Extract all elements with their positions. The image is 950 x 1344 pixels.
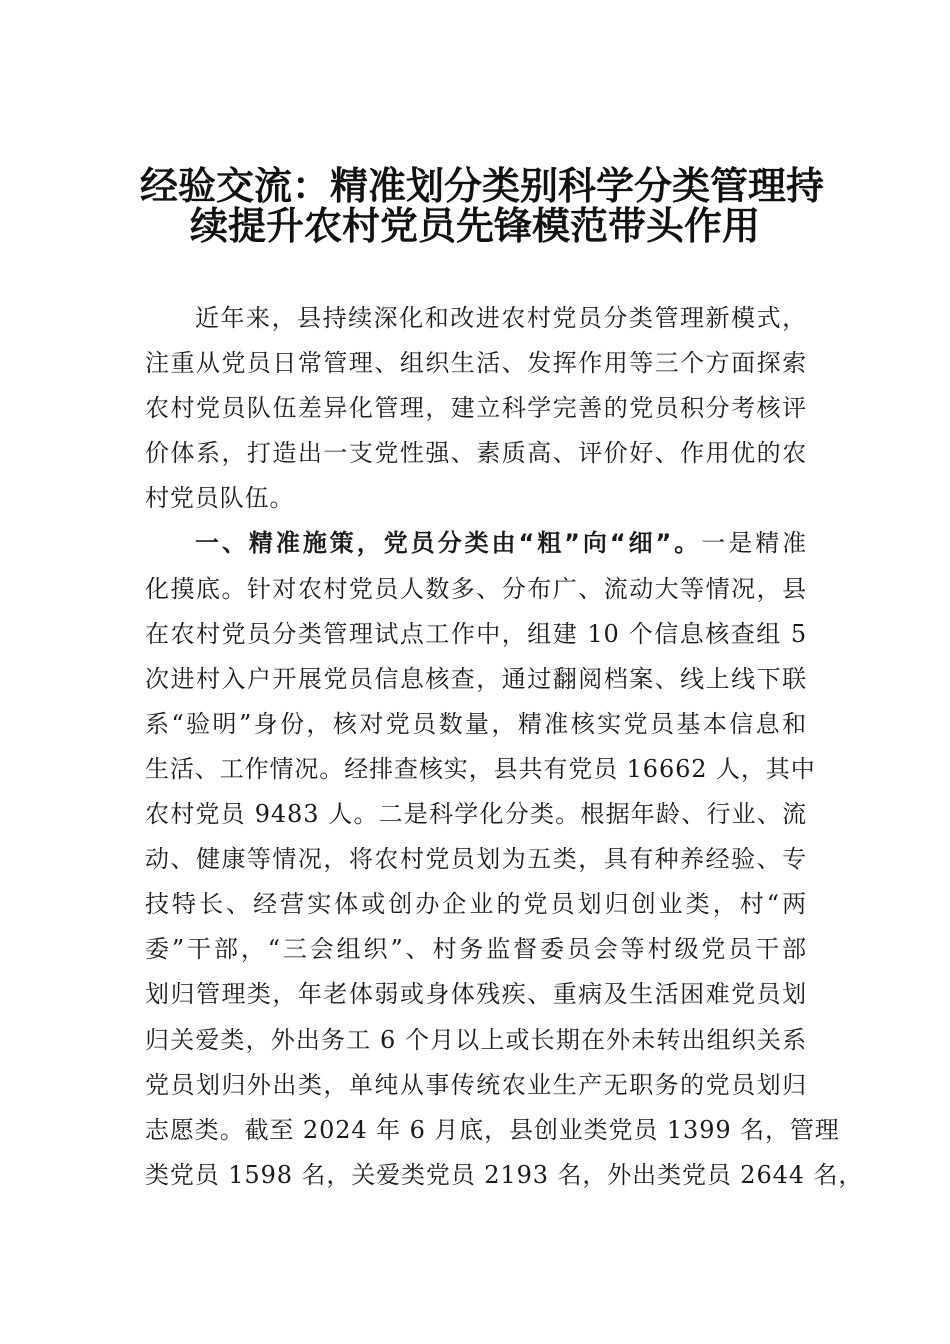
paragraph-1-line: 农村党员队伍差异化管理，建立科学完善的党员积分考核评 — [145, 394, 807, 423]
paragraph-2-line: 在农村党员分类管理试点工作中，组建 10 个信息核查组 5 — [145, 619, 807, 648]
paragraph-2-line: 次进村入户开展党员信息核查，通过翻阅档案、线上线下联 — [145, 664, 807, 693]
paragraph-2-line: 志愿类。截至 2024 年 6 月底，县创业类党员 1399 名，管理 — [145, 1115, 840, 1144]
paragraph-2-line: 归关爱类，外出务工 6 个月以上或长期在外未转出组织关系 — [145, 1025, 807, 1054]
paragraph-1-line: 村党员队伍。 — [145, 484, 295, 513]
section-heading: 一、精准施策，党员分类由“粗”向“细”。 — [195, 529, 702, 558]
paragraph-2-line: 化摸底。针对农村党员人数多、分布广、流动大等情况，县 — [145, 574, 807, 603]
document-title-line-2: 续提升农村党员先锋模范带头作用 — [189, 204, 760, 248]
document-title-line-1: 经验交流：精准划分类别科学分类管理持 — [140, 164, 825, 208]
paragraph-1-line: 价体系，打造出一支党性强、素质高、评价好、作用优的农 — [145, 439, 807, 468]
paragraph-1-line: 注重从党员日常管理、组织生活、发挥作用等三个方面探索 — [145, 349, 807, 378]
paragraph-2-line: 系“验明”身份，核对党员数量，精准核实党员基本信息和 — [145, 709, 807, 738]
paragraph-2-line: 类党员 1598 名，关爱类党员 2193 名，外出类党员 2644 名， — [145, 1160, 864, 1189]
paragraph-2-line: 生活、工作情况。经排查核实，县共有党员 16662 人，其中 — [145, 754, 816, 783]
paragraph-1-line: 近年来，县持续深化和改进农村党员分类管理新模式， — [195, 304, 807, 332]
paragraph-2-line: 动、健康等情况，将农村党员划为五类，具有种养经验、专 — [145, 845, 807, 874]
paragraph-2-line: 委”干部，“三会组织”、村务监督委员会等村级党员干部 — [145, 935, 807, 964]
paragraph-2-line: 农村党员 9483 人。二是科学化分类。根据年龄、行业、流 — [145, 800, 807, 829]
paragraph-2-line: 党员划归外出类，单纯从事传统农业生产无职务的党员划归 — [145, 1070, 807, 1099]
paragraph-2-line: 划归管理类，年老体弱或身体残疾、重病及生活困难党员划 — [145, 980, 807, 1009]
paragraph-2-first-line — [145, 521, 807, 566]
paragraph-2-lead: 一是精准 — [701, 529, 808, 558]
paragraph-2-line: 技特长、经营实体或创办企业的党员划归创业类，村“两 — [145, 890, 807, 919]
document-body — [145, 296, 864, 1198]
